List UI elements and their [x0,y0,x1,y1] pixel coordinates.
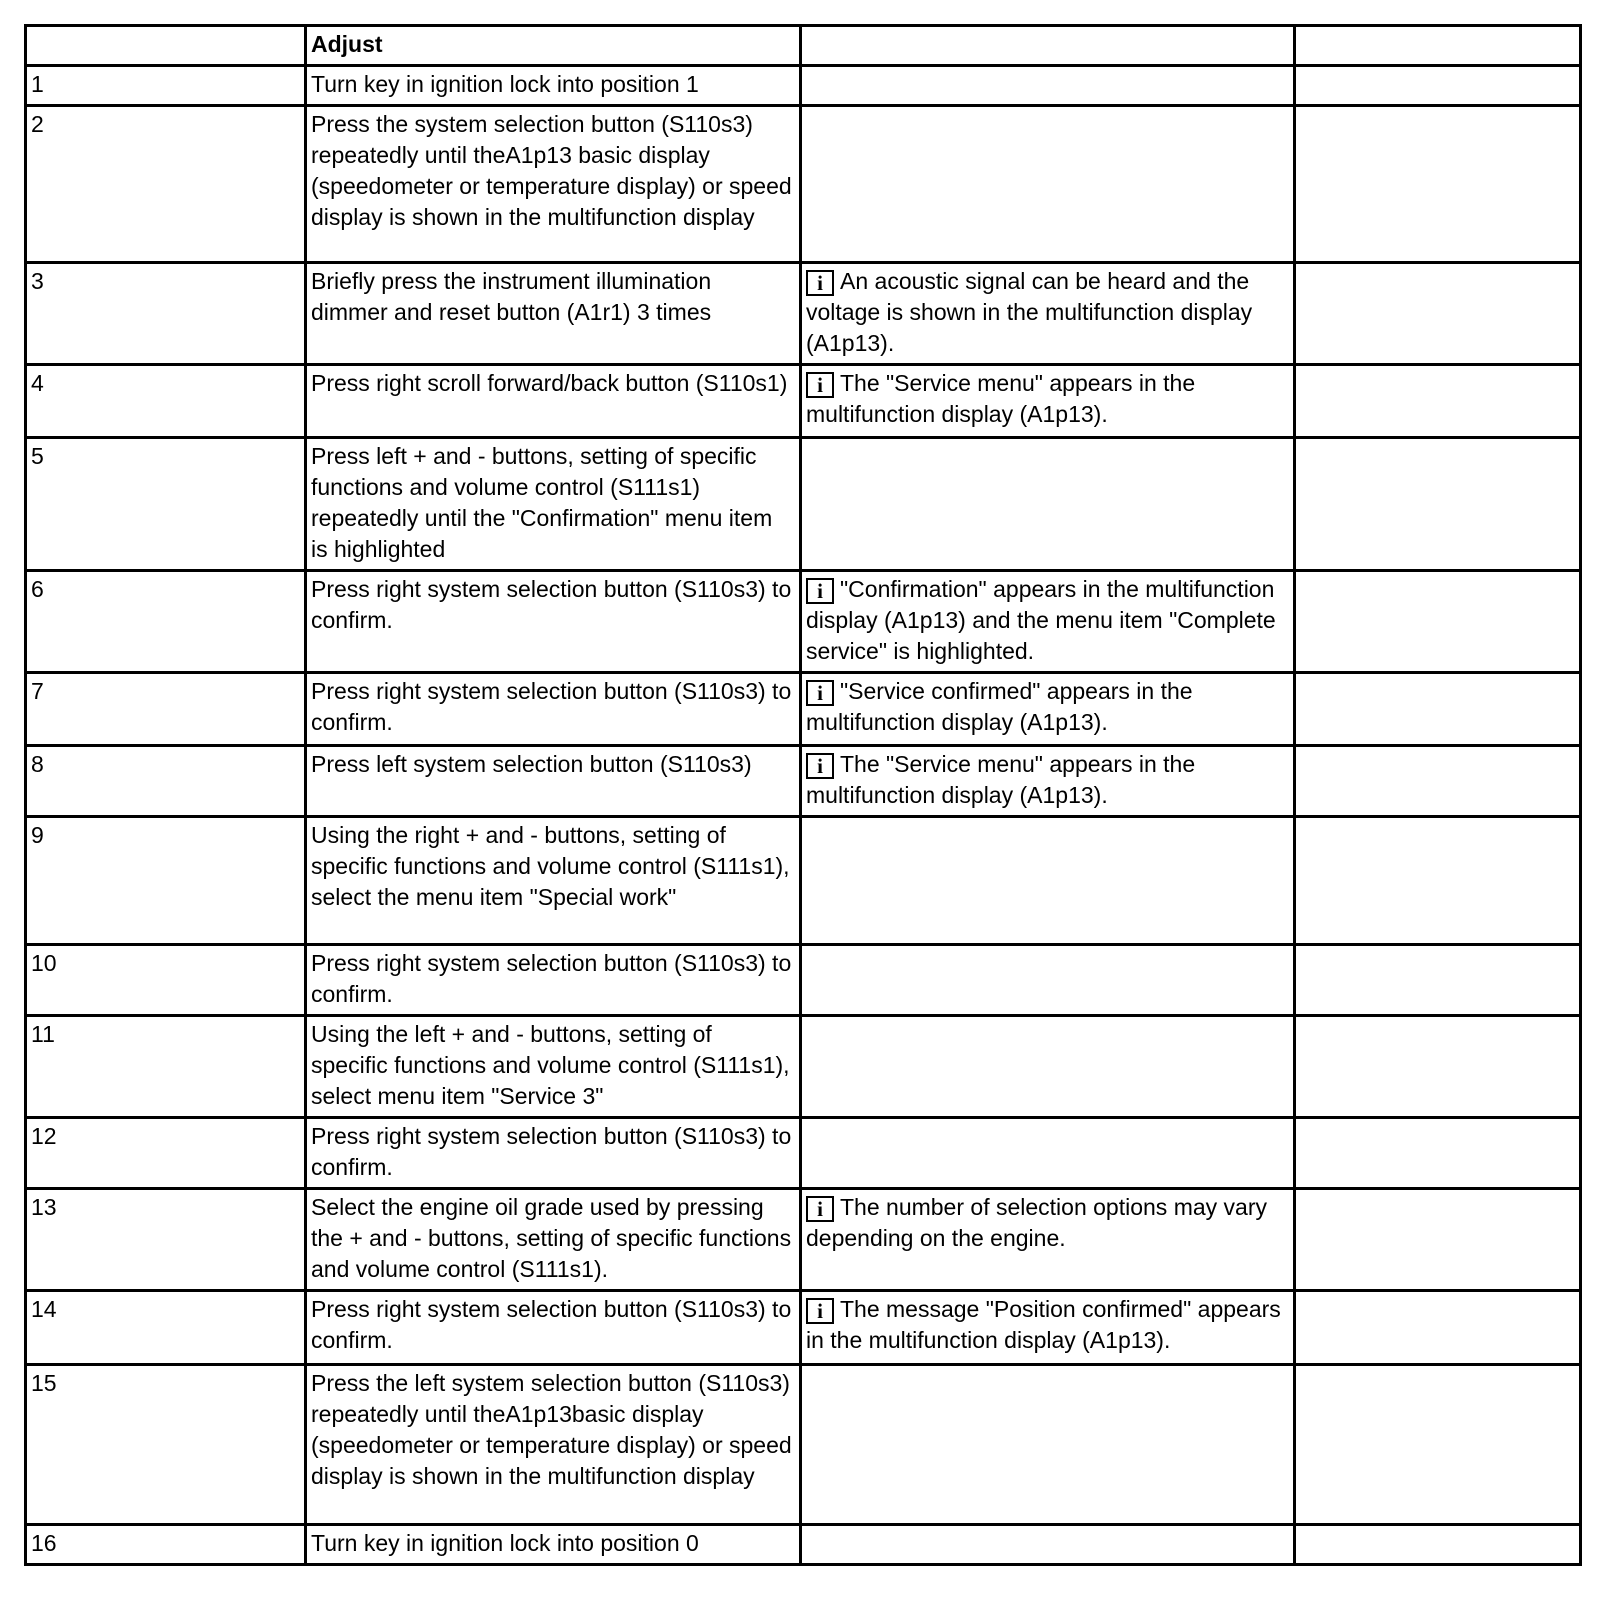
table-row [26,66,1581,106]
step-number: 2 [26,106,306,263]
step-number: 13 [26,1189,306,1291]
extra-cell [1295,817,1581,945]
note-text: "Service confirmed" appears in the multifunction display (A1p13). [806,678,1193,735]
note-cell [801,1118,1295,1189]
note-text: The "Service menu" appears in the multifunction display (A1p13). [806,370,1196,427]
table-row [26,263,1581,365]
table-row [26,106,1581,263]
info-icon: i [806,1196,834,1222]
header-step-cell [26,26,306,66]
table-row [26,365,1581,438]
note-text: The number of selection options may vary depending on the engine. [806,1194,1267,1251]
extra-cell [1295,66,1581,106]
step-number: 5 [26,438,306,571]
action-text: Briefly press the instrument illumination dimmer and reset button (A1r1) 3 times [306,263,801,365]
step-number: 9 [26,817,306,945]
note-cell [801,438,1295,571]
step-number: 14 [26,1291,306,1365]
action-text: Press right system selection button (S110s3) to confirm. [306,945,801,1016]
table-row [26,1189,1581,1291]
action-text: Press the left system selection button (S110s3) repeatedly until theA1p13basic display (speedometer or temperature display) or speed display is shown in the multifunction display [306,1365,801,1525]
extra-cell [1295,1118,1581,1189]
step-number: 4 [26,365,306,438]
step-number: 10 [26,945,306,1016]
note-cell [801,1016,1295,1118]
table-row [26,438,1581,571]
step-number: 12 [26,1118,306,1189]
action-text: Press right system selection button (S110s3) to confirm. [306,1291,801,1365]
note-cell [801,1365,1295,1525]
step-number: 6 [26,571,306,673]
action-text: Turn key in ignition lock into position 1 [306,66,801,106]
info-icon: i [806,753,834,779]
note-cell [801,263,1295,365]
action-text: Press right system selection button (S110s3) to confirm. [306,1118,801,1189]
extra-cell [1295,1189,1581,1291]
procedure-table [24,24,1582,1566]
table-row [26,1291,1581,1365]
note-cell [801,746,1295,817]
note-text: An acoustic signal can be heard and the voltage is shown in the multifunction display (A1p13). [806,268,1253,356]
extra-cell [1295,1291,1581,1365]
step-number: 8 [26,746,306,817]
note-cell [801,1189,1295,1291]
note-text: The message "Position confirmed" appears in the multifunction display (A1p13). [806,1296,1281,1353]
table-row [26,1365,1581,1525]
extra-cell [1295,1365,1581,1525]
note-cell [801,66,1295,106]
step-number: 3 [26,263,306,365]
extra-cell [1295,438,1581,571]
table-row [26,1118,1581,1189]
action-text: Turn key in ignition lock into position 0 [306,1525,801,1565]
action-text: Press right system selection button (S110s3) to confirm. [306,673,801,746]
table-row [26,945,1581,1016]
table-row [26,746,1581,817]
extra-cell [1295,746,1581,817]
extra-cell [1295,1016,1581,1118]
step-number: 7 [26,673,306,746]
action-text: Press right scroll forward/back button (S110s1) [306,365,801,438]
note-cell [801,365,1295,438]
note-text: "Confirmation" appears in the multifunction display (A1p13) and the menu item "Complete service" is highlighted. [806,576,1276,664]
action-text: Press right system selection button (S110s3) to confirm. [306,571,801,673]
action-text: Press left system selection button (S110s3) [306,746,801,817]
info-icon: i [806,372,834,398]
table-row [26,571,1581,673]
action-text: Press left + and - buttons, setting of specific functions and volume control (S111s1) repeatedly until the "Confirmation" menu item is highlighted [306,438,801,571]
header-note-cell [801,26,1295,66]
note-text: The "Service menu" appears in the multifunction display (A1p13). [806,751,1196,808]
note-cell [801,1291,1295,1365]
note-cell [801,1525,1295,1565]
table-row [26,1016,1581,1118]
step-number: 16 [26,1525,306,1565]
action-text: Press the system selection button (S110s3) repeatedly until theA1p13 basic display (speedometer or temperature display) or speed display is shown in the multifunction display [306,106,801,263]
header-action-cell: Adjust [306,26,801,66]
note-cell [801,817,1295,945]
extra-cell [1295,571,1581,673]
header-row [26,26,1581,66]
step-number: 15 [26,1365,306,1525]
step-number: 11 [26,1016,306,1118]
note-cell [801,945,1295,1016]
table-row [26,673,1581,746]
table-row [26,817,1581,945]
info-icon: i [806,270,834,296]
info-icon: i [806,1298,834,1324]
action-text: Using the left + and - buttons, setting of specific functions and volume control (S111s1), select menu item "Service 3" [306,1016,801,1118]
note-cell [801,571,1295,673]
note-cell [801,673,1295,746]
info-icon: i [806,578,834,604]
table-row [26,1525,1581,1565]
extra-cell [1295,673,1581,746]
extra-cell [1295,106,1581,263]
extra-cell [1295,945,1581,1016]
extra-cell [1295,365,1581,438]
info-icon: i [806,680,834,706]
action-text: Using the right + and - buttons, setting of specific functions and volume control (S111s1), select the menu item "Special work" [306,817,801,945]
extra-cell [1295,1525,1581,1565]
action-text: Select the engine oil grade used by pressing the + and - buttons, setting of specific functions and volume control (S111s1). [306,1189,801,1291]
step-number: 1 [26,66,306,106]
header-extra-cell [1295,26,1581,66]
extra-cell [1295,263,1581,365]
note-cell [801,106,1295,263]
